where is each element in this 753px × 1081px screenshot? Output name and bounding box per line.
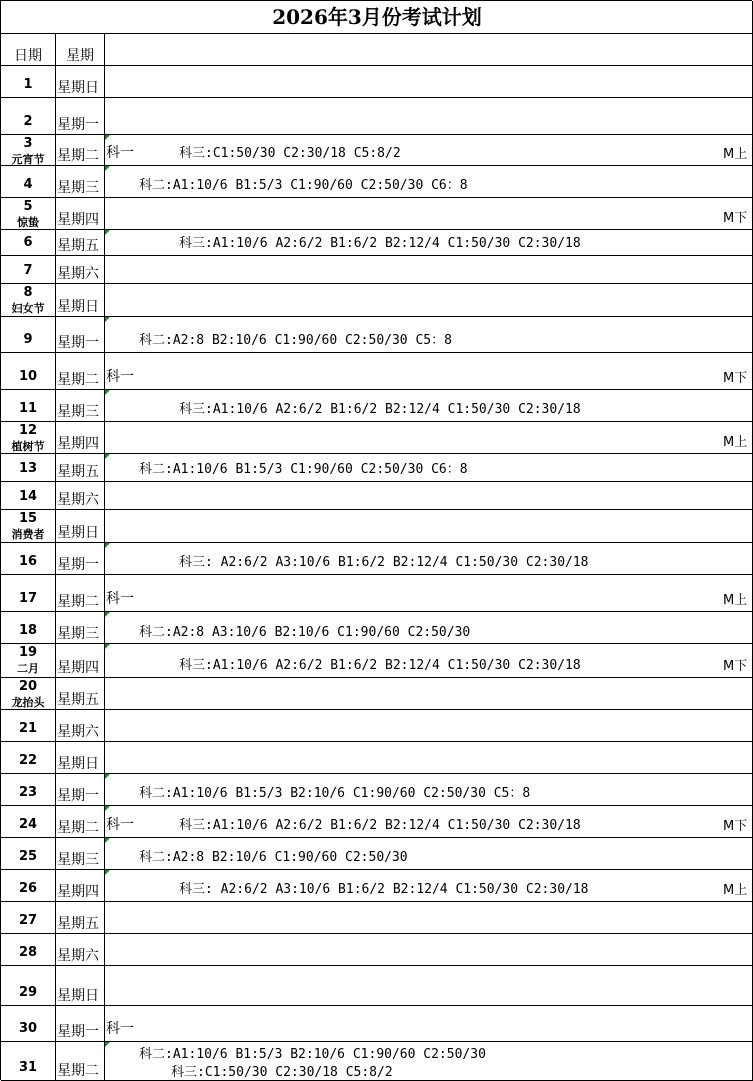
subject-two-schedule: 科二:A2:8 B2:10/6 C1:90/60 C2:50/30 <box>139 850 408 865</box>
cell-comment-indicator <box>105 317 110 322</box>
holiday-label: 植树节 <box>11 440 45 453</box>
header-weekday: 星期 <box>66 48 94 64</box>
day-number: 28 <box>18 945 38 960</box>
row-divider <box>1 352 753 353</box>
cell-comment-indicator <box>105 774 110 779</box>
day-number: 14 <box>18 489 38 504</box>
weekday-cell: 星期六 <box>57 266 99 282</box>
day-number: 10 <box>18 369 38 384</box>
session-mark: M上 <box>723 147 748 162</box>
column-divider-date <box>55 34 56 1080</box>
day-number: 12 <box>18 423 38 438</box>
day-number: 20 <box>18 679 38 694</box>
day-number: 3 <box>23 136 33 151</box>
holiday-label: 妇女节 <box>11 302 45 315</box>
weekday-cell: 星期一 <box>57 788 99 804</box>
subject-two-schedule: 科二:A2:8 A3:10/6 B2:10/6 C1:90/60 C2:50/30 <box>139 625 471 640</box>
row-divider <box>1 97 753 98</box>
day-number: 27 <box>18 913 38 928</box>
header-date: 日期 <box>14 48 42 64</box>
subject-one-label: 科一 <box>106 145 134 161</box>
session-mark: M上 <box>723 883 748 898</box>
day-number: 25 <box>18 849 38 864</box>
day-number: 30 <box>18 1021 38 1036</box>
weekday-cell: 星期六 <box>57 948 99 964</box>
row-divider <box>1 677 753 678</box>
row-divider <box>1 1041 753 1042</box>
day-number: 7 <box>23 263 33 278</box>
row-divider <box>1 134 753 135</box>
row-divider <box>1 389 753 390</box>
weekday-cell: 星期五 <box>57 464 99 480</box>
weekday-cell: 星期四 <box>57 212 99 228</box>
row-divider <box>1 453 753 454</box>
weekday-cell: 星期六 <box>57 492 99 508</box>
weekday-cell: 星期四 <box>57 660 99 676</box>
cell-comment-indicator <box>105 135 110 140</box>
weekday-cell: 星期五 <box>57 692 99 708</box>
row-divider <box>1 805 753 806</box>
holiday-label: 消费者 <box>11 528 45 541</box>
row-divider <box>1 933 753 934</box>
day-number: 26 <box>18 881 38 896</box>
row-divider <box>1 643 753 644</box>
subject-three-schedule: 科三: A2:6/2 A3:10/6 B1:6/2 B2:12/4 C1:50/30 C2:30/18 <box>179 882 589 897</box>
session-mark: M下 <box>723 371 748 386</box>
cell-comment-indicator <box>105 838 110 843</box>
holiday-label: 元宵节 <box>11 153 45 166</box>
subject-three-schedule: 科三:A1:10/6 A2:6/2 B1:6/2 B2:12/4 C1:50/30 C2:30/18 <box>179 818 581 833</box>
row-divider <box>1 421 753 422</box>
row-divider <box>1 965 753 966</box>
holiday-label: 二月 <box>17 662 39 675</box>
row-divider <box>1 509 753 510</box>
day-number: 22 <box>18 753 38 768</box>
holiday-label: 惊蛰 <box>17 216 39 229</box>
weekday-cell: 星期日 <box>57 80 99 96</box>
weekday-cell: 星期三 <box>57 626 99 642</box>
weekday-cell: 星期四 <box>57 884 99 900</box>
weekday-cell: 星期五 <box>57 238 99 254</box>
row-divider <box>1 542 753 543</box>
day-number: 1 <box>23 77 33 92</box>
day-number: 13 <box>18 461 38 476</box>
day-number: 16 <box>18 554 38 569</box>
weekday-cell: 星期三 <box>57 404 99 420</box>
row-divider <box>1 481 753 482</box>
session-mark: M下 <box>723 819 748 834</box>
weekday-cell: 星期二 <box>57 1063 99 1079</box>
cell-comment-indicator <box>105 1042 110 1047</box>
day-number: 17 <box>18 591 38 606</box>
weekday-cell: 星期六 <box>57 724 99 740</box>
weekday-cell: 星期一 <box>57 557 99 573</box>
subject-one-label: 科一 <box>106 369 134 385</box>
day-number: 31 <box>18 1060 38 1075</box>
row-divider <box>1 869 753 870</box>
subject-three-schedule: 科三:A1:10/6 A2:6/2 B1:6/2 B2:12/4 C1:50/30 C2:30/18 <box>179 236 581 251</box>
day-number: 11 <box>18 401 38 416</box>
subject-three-schedule: 科三: A2:6/2 A3:10/6 B1:6/2 B2:12/4 C1:50/30 C2:30/18 <box>179 555 589 570</box>
session-mark: M下 <box>723 659 748 674</box>
subject-three-schedule: 科三:C1:50/30 C2:30/18 C5:8/2 <box>171 1065 393 1080</box>
cell-comment-indicator <box>105 870 110 875</box>
subject-two-schedule: 科二:A1:10/6 B1:5/3 C1:90/60 C2:50/30 C6：8 <box>139 462 468 477</box>
weekday-cell: 星期二 <box>57 148 99 164</box>
subject-two-schedule: 科二:A1:10/6 B1:5/3 B2:10/6 C1:90/60 C2:50/30 C5：8 <box>139 786 531 801</box>
session-mark: M下 <box>723 211 748 226</box>
row-divider <box>1 574 753 575</box>
cell-comment-indicator <box>105 166 110 171</box>
row-divider <box>1 283 753 284</box>
weekday-cell: 星期一 <box>57 1024 99 1040</box>
weekday-cell: 星期日 <box>57 525 99 541</box>
subject-three-schedule: 科三:A1:10/6 A2:6/2 B1:6/2 B2:12/4 C1:50/30 C2:30/18 <box>179 402 581 417</box>
subject-one-label: 科一 <box>106 1021 134 1037</box>
subject-three-schedule: 科三:C1:50/30 C2:30/18 C5:8/2 <box>179 146 401 161</box>
subject-two-schedule: 科二:A1:10/6 B1:5/3 C1:90/60 C2:50/30 C6：8 <box>139 178 468 193</box>
session-mark: M上 <box>723 593 748 608</box>
day-number: 23 <box>18 785 38 800</box>
row-divider <box>1 197 753 198</box>
day-number: 19 <box>18 645 38 660</box>
day-number: 5 <box>23 199 33 214</box>
cell-comment-indicator <box>105 806 110 811</box>
row-divider <box>1 1005 753 1006</box>
cell-comment-indicator <box>105 543 110 548</box>
cell-comment-indicator <box>105 454 110 459</box>
row-divider <box>1 837 753 838</box>
day-number: 18 <box>18 623 38 638</box>
subject-two-schedule: 科二:A1:10/6 B1:5/3 B2:10/6 C1:90/60 C2:50/30 <box>139 1047 486 1062</box>
row-divider <box>1 709 753 710</box>
weekday-cell: 星期三 <box>57 852 99 868</box>
weekday-cell: 星期四 <box>57 436 99 452</box>
session-mark: M上 <box>723 435 748 450</box>
day-number: 4 <box>23 177 33 192</box>
row-divider <box>1 901 753 902</box>
day-number: 9 <box>23 332 33 347</box>
weekday-cell: 星期二 <box>57 372 99 388</box>
weekday-cell: 星期日 <box>57 988 99 1004</box>
subject-two-schedule: 科二:A2:8 B2:10/6 C1:90/60 C2:50/30 C5：8 <box>139 333 452 348</box>
row-divider <box>1 316 753 317</box>
row-divider <box>1 611 753 612</box>
cell-comment-indicator <box>105 390 110 395</box>
day-number: 21 <box>18 721 38 736</box>
subject-one-label: 科一 <box>106 591 134 607</box>
page-title: 2026年3月份考试计划 <box>1 1 753 34</box>
day-number: 15 <box>18 511 38 526</box>
day-number: 2 <box>23 114 33 129</box>
day-number: 6 <box>23 235 33 250</box>
weekday-cell: 星期三 <box>57 180 99 196</box>
weekday-cell: 星期二 <box>57 594 99 610</box>
row-divider <box>1 773 753 774</box>
cell-comment-indicator <box>105 644 110 649</box>
subject-one-label: 科一 <box>106 817 134 833</box>
weekday-cell: 星期一 <box>57 335 99 351</box>
row-divider <box>1 229 753 230</box>
holiday-label: 龙抬头 <box>11 696 45 709</box>
cell-comment-indicator <box>105 230 110 235</box>
day-number: 8 <box>23 285 33 300</box>
weekday-cell: 星期五 <box>57 916 99 932</box>
cell-comment-indicator <box>105 612 110 617</box>
row-divider <box>1 255 753 256</box>
subject-three-schedule: 科三:A1:10/6 A2:6/2 B1:6/2 B2:12/4 C1:50/30 C2:30/18 <box>179 658 581 673</box>
row-divider <box>1 741 753 742</box>
day-number: 29 <box>18 985 38 1000</box>
weekday-cell: 星期日 <box>57 756 99 772</box>
weekday-cell: 星期二 <box>57 820 99 836</box>
row-divider <box>1 165 753 166</box>
day-number: 24 <box>18 817 38 832</box>
weekday-cell: 星期一 <box>57 117 99 133</box>
weekday-cell: 星期日 <box>57 299 99 315</box>
header-row-divider <box>1 65 753 66</box>
